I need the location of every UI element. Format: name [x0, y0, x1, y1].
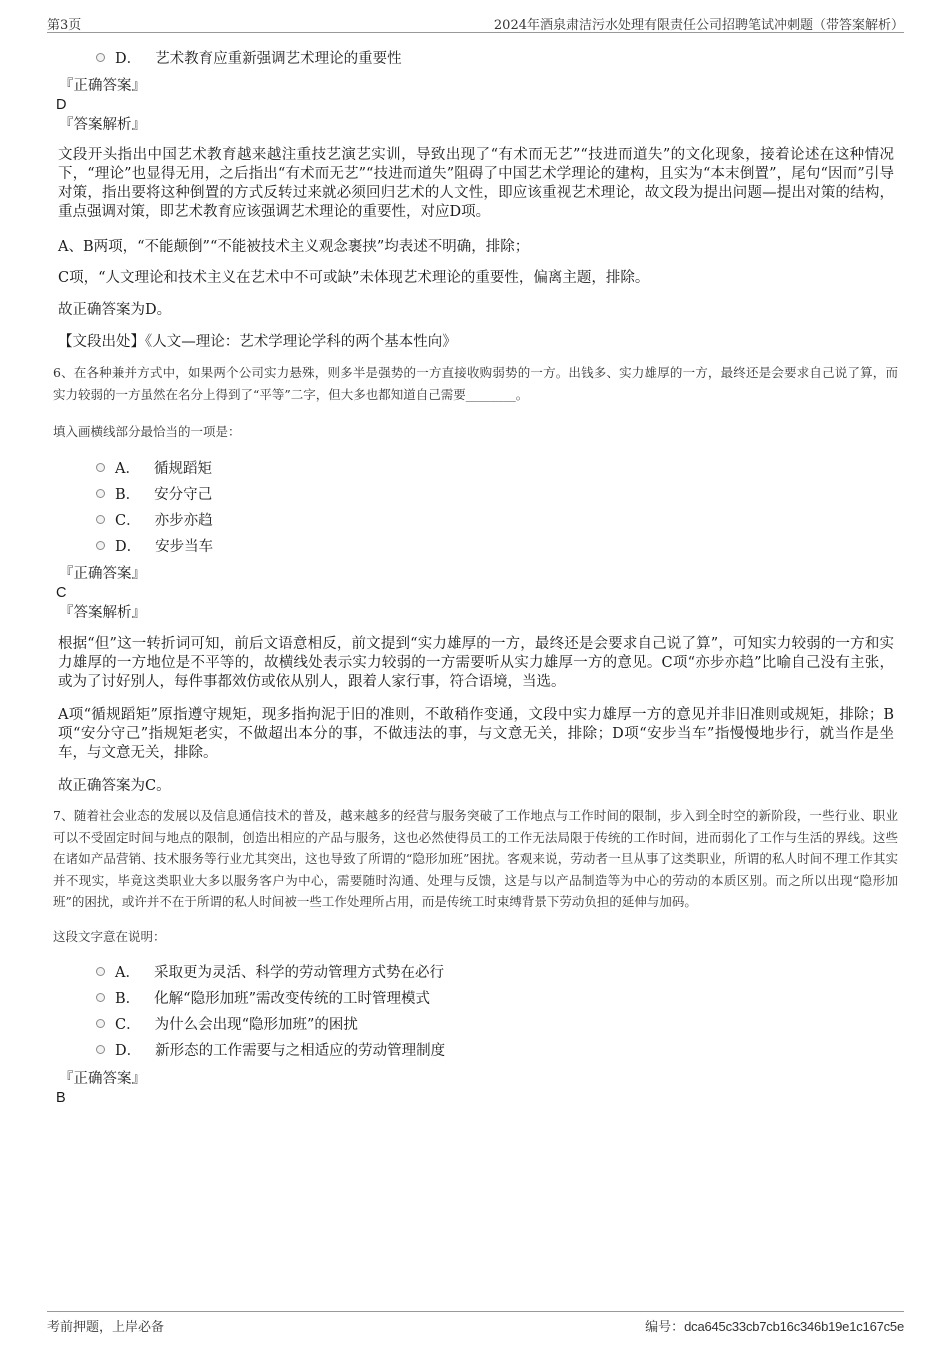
q7-stem: 7、随着社会业态的发展以及信息通信技术的普及，越来越多的经营与服务突破了工作地点与工作时间的限制，步入到全时空的新阶段，一些行业、职业可以不受固定时间与地点的限制，创造出相应的产品与服务，这也必然使得员工的工作无法局限于传统的工作时间，进而弱化了工作与生活的界线。这些在诸如产品营销、技术服务等行业尤其突出，这也导致了所谓的“隐形加班”困扰。客观来说，劳动者一旦从事了这类职业，所谓的私人时间不理工作其实并不现实，毕竟这类职业大多以服务客户为中心，需要随时沟通、处理与反馈，这是与以产品制造等为中心的劳动的本质区别。而之所以出现“隐形加班”的困扰，或许并不在于所谓的私人时间被一些工作处理所占用，而是传统工时束缚背景下劳动负担的延伸与加码。: [53, 808, 898, 909]
q7-answer-label: 『正确答案』: [59, 1070, 146, 1087]
document-body: [53, 44, 898, 1107]
document-code-label: 编号：: [645, 1320, 685, 1335]
q7-prompt: 这段文字意在说明：: [53, 928, 166, 944]
radio-icon[interactable]: [96, 541, 105, 550]
q5-analysis-paragraph: 文段开头指出中国艺术教育越来越注重技艺演艺实训，导致出现了“有术而无艺”“技进而道失”的文化现象，接着论述在这种情况下，“理论”也显得无用，之后指出“有术而无艺”“技进而道失”阻碍了中国艺术学理论的建构，且实为“本末倒置”，尾句“因而”引导对策，指出要将这种倒置的方式反转过来就必须回归艺术的人文性，即应该重视艺术理论，故文段为提出问题—提出对策的结构，重点强调对策，即艺术教育应该强调艺术理论的重要性，对应D项。: [58, 147, 894, 220]
radio-icon[interactable]: [96, 993, 105, 1002]
q5-analysis-paragraph: C项，“人文理论和技术主义在艺术中不可或缺”未体现艺术理论的重要性，偏离主题，排除。: [58, 270, 650, 286]
document-title: 2024年酒泉肃洁污水处理有限责任公司招聘笔试冲刺题（带答案解析）: [493, 18, 904, 33]
document-code-value: dca645c33cb7cb16c346b19e1c167c5e: [684, 1319, 904, 1334]
radio-icon[interactable]: [96, 515, 105, 524]
q6-stem: 6、在各种兼并方式中，如果两个公司实力悬殊，则多半是强势的一方直接收购弱势的一方。出钱多、实力雄厚的一方，最终还是会要求自己说了算，而实力较弱的一方虽然在名分上得到了“平等”二字，但大多也都知道自己需要________。: [53, 365, 898, 402]
q5-analysis-paragraph: A、B两项，“不能颠倒”“不能被技术主义观念裹挟”均表述不明确，排除；: [58, 239, 530, 255]
document-code: [645, 1316, 904, 1335]
q6-option-b[interactable]: B． 安分守己: [56, 480, 898, 506]
page-header: [47, 12, 904, 33]
footer-slogan: 考前押题，上岸必备: [47, 1320, 165, 1335]
q6-options: [56, 454, 898, 558]
q5-answer-label: 『正确答案』: [59, 78, 146, 94]
q6-option-a[interactable]: A． 循规蹈矩: [56, 454, 898, 480]
q6-answer: C: [56, 585, 67, 601]
q6-option-d[interactable]: D． 安步当车: [56, 532, 898, 558]
q6-prompt: 填入画横线部分最恰当的一项是：: [53, 424, 241, 439]
q7-answer: B: [56, 1089, 66, 1106]
radio-icon[interactable]: [96, 1045, 105, 1054]
q5-source: 【文段出处】《人文—理论：艺术学理论学科的两个基本性向》: [58, 334, 457, 350]
page-number: 第3页: [47, 18, 82, 33]
q7-option-a[interactable]: A． 采取更为灵活、科学的劳动管理方式势在必行: [56, 959, 898, 985]
q5-answer: D: [56, 97, 67, 113]
q7-option-c[interactable]: C． 为什么会出现“隐形加班”的困扰: [56, 1011, 898, 1037]
radio-icon[interactable]: [96, 489, 105, 498]
radio-icon[interactable]: [96, 1019, 105, 1028]
q6-analysis-paragraph: 根据“但”这一转折词可知，前后文语意相反，前文提到“实力雄厚的一方，最终还是会要求自己说了算”，可知实力较弱的一方和实力雄厚的一方地位是不平等的，故横线处表示实力较弱的一方需要听从实力雄厚一方的意见。C项“亦步亦趋”比喻自己没有主张，或为了讨好别人，每件事都效仿或依从别人，跟着人家行事，符合语境，当选。: [58, 636, 894, 690]
q5-analysis-paragraph: 故正确答案为D。: [58, 302, 172, 318]
q6-answer-label: 『正确答案』: [59, 566, 146, 582]
q5-analysis-label: 『答案解析』: [59, 117, 146, 133]
q7-options: [56, 959, 898, 1063]
radio-icon[interactable]: [96, 967, 105, 976]
q6-analysis-paragraph: A项“循规蹈矩”原指遵守规矩，现多指拘泥于旧的准则，不敢稍作变通，文段中实力雄厚一方的意见并非旧准则或规矩，排除；B项“安分守己”指规矩老实，不做超出本分的事，不做违法的事，与文意无关，排除；D项“安步当车”指慢慢地步行，就当作是坐车，与文意无关，排除。: [58, 707, 894, 761]
q7-option-b[interactable]: B． 化解“隐形加班”需改变传统的工时管理模式: [56, 985, 898, 1011]
radio-icon[interactable]: [96, 463, 105, 472]
q5-option-d[interactable]: D． 艺术教育应重新强调艺术理论的重要性: [56, 44, 898, 70]
q6-analysis-label: 『答案解析』: [59, 605, 146, 621]
radio-icon[interactable]: [96, 53, 105, 62]
q7-option-d[interactable]: D． 新形态的工作需要与之相适应的劳动管理制度: [56, 1037, 898, 1063]
page-footer: [47, 1311, 904, 1336]
q6-option-c[interactable]: C． 亦步亦趋: [56, 506, 898, 532]
q6-analysis-paragraph: 故正确答案为C。: [58, 778, 171, 794]
